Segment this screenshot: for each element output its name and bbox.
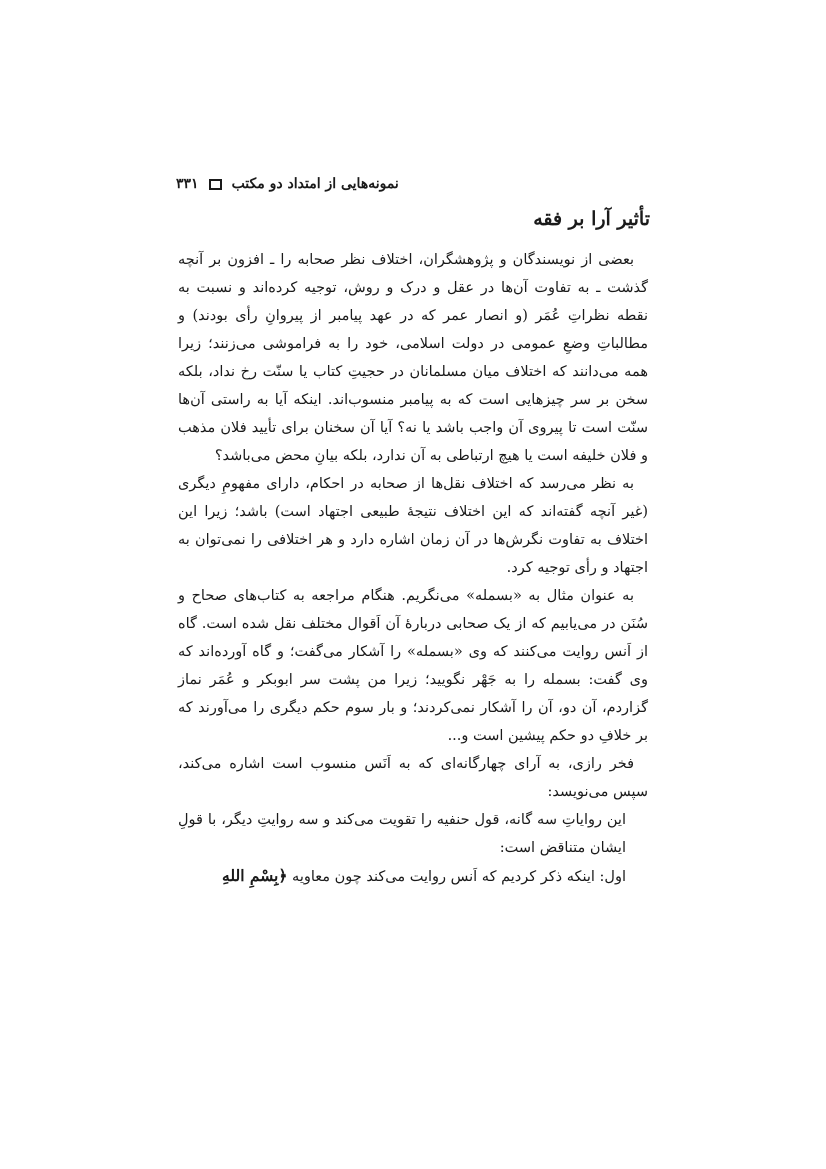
running-head (176, 172, 650, 196)
square-ornament-icon (209, 179, 222, 190)
bismillah-text: ﴿بِسْمِ اللهِ (222, 866, 288, 885)
quote-text: اول: اینکه ذکر کردیم که اَنس روایت می‌کند چون معاویه (287, 869, 626, 885)
paragraph: به نظر می‌رسد که اختلاف نقل‌ها از صحابه در احکام، دارای مفهومِ دیگری (غیر آنچه گفته‌اند که این اختلاف نتیجهٔ طبیعی اجتهاد است) باشد؛ زیرا این اختلاف به تفاوت نگرش‌ها در آن زمان اشاره دارد و هر اختلافی را نمی‌توان به اجتهاد و رأی توجیه کرد. (178, 476, 648, 576)
section-title: تأثیر آرا بر فقه (533, 208, 650, 230)
quote-line: این روایاتِ سه گانه، قول حنفیه را تقویت می‌کند و سه روایتِ دیگر، با قولِ ایشان متناقض است: (178, 812, 626, 856)
paragraph: بعضی از نویسندگان و پژوهشگران، اختلاف نظر صحابه را ـ افزون بر آنچه گذشت ـ به تفاوت آن‌ها در عقل و درک و روش، توجیه کرده‌اند و نسبت به نقطه نظراتِ عُمَر (و انصار عمر که در عهد پیامبر از پیروانِ رأی بودند) و مطالباتِ وضعِ عمومی در دولت اسلامی، خود را به فراموشی می‌زنند؛ زیرا همه می‌دانند که اختلاف میان مسلمانان در حجیتِ کتاب یا سنّت رخ نداد، بلکه سخن بر سر چیزهایی است که به پیامبر منسوب‌اند. اینکه آیا به راستی آن‌ها سنّت است تا پیروی آن واجب باشد یا نه؟ آیا آن سخنان برای تأیید فلان مذهب و فلان خلیفه است یا هیچ ارتباطی به آن ندارد، بلکه بیانِ محض می‌باشد؟ (178, 252, 648, 464)
paragraph: به عنوان مثال به «بسمله» می‌نگریم. هنگام مراجعه به کتاب‌های صحاح و سُنَن در می‌یابیم که از یک صحابی دربارهٔ آن اَقوال مختلف نقل شده است. گاه از اَنس روایت می‌کنند که وی «بسمله» را آشکار می‌گفت؛ و گاه آورده‌اند که وی گفت: بسمله را به جَهْر نگویید؛ زیرا من پشت سر ابوبکر و عُمَر نماز گزاردم، آن دو، آن را آشکار نمی‌کردند؛ و بار سوم حکم دیگری را می‌آورند که بر خلافِ دو حکم پیشین است و... (178, 588, 648, 744)
page-number: ۳۳۱ (176, 176, 199, 192)
paragraph: فخر رازی، به آرای چهارگانه‌ای که به اَنَس منسوب است اشاره می‌کند، سپس می‌نویسد: (178, 756, 648, 800)
body-text (178, 246, 648, 891)
running-head-title: نمونه‌هایی از امتداد دو مکتب (231, 176, 399, 192)
quote-line-last (178, 862, 626, 891)
